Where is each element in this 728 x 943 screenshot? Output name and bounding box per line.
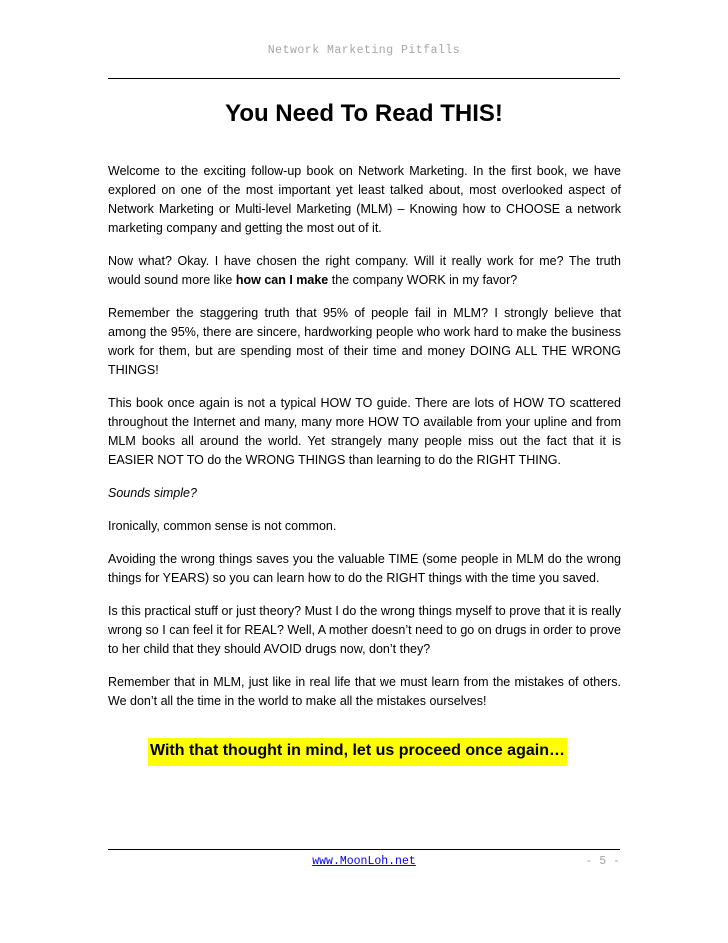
paragraph-now-what xyxy=(108,252,621,290)
paragraph-now-what-bold: how can I make xyxy=(235,273,329,287)
page-title: You Need To Read THIS! xyxy=(225,100,503,127)
paragraph-now-what-text: Now what? Okay. I have chosen the right company. Will it really work for me? The truth would sound more like xyxy=(108,254,621,287)
paragraph-intro: Welcome to the exciting follow-up book on Network Marketing. In the first book, we have explored on one of the most important yet least talked about, most overlooked aspect of Network Marketing or Multi-level Marketing (MLM) – Knowing how to CHOOSE a network marketing company and getting the most out of it. xyxy=(108,164,621,235)
paragraph-not-how-to: This book once again is not a typical HOW TO guide. There are lots of HOW TO scattered throughout the Internet and many, many more HOW TO available from your upline and from MLM books all around the world. Yet strangely many people miss out the fact that it is EASIER NOT TO do the WRONG THINGS than learning to do the RIGHT THING. xyxy=(108,396,621,467)
paragraph-practical: Is this practical stuff or just theory? Must I do the wrong things myself to prove that it is really wrong so I can feel it for REAL? Well, A mother doesn’t need to go on drugs in order to prove to her child that they should AVOID drugs now, don’t they? xyxy=(108,604,621,656)
running-header: Network Marketing Pitfalls xyxy=(267,44,461,57)
paragraph-sounds-simple xyxy=(108,484,621,503)
paragraph-now-what-end: the company WORK in my favor? xyxy=(328,273,518,287)
footer-rule xyxy=(108,849,620,850)
paragraph-remember-mlm: Remember that in MLM, just like in real life that we must learn from the mistakes of others. We don’t all the time in the world to make all the mistakes ourselves! xyxy=(108,675,621,708)
closing-line xyxy=(108,738,620,766)
paragraph-avoiding: Avoiding the wrong things saves you the valuable TIME (some people in MLM do the wrong things for YEARS) so you can learn how to do the RIGHT things with the time you saved. xyxy=(108,552,621,585)
page-number: - 5 - xyxy=(585,855,620,868)
closing-highlight: With that thought in mind, let us proceed once again… xyxy=(148,738,567,766)
footer-website-link[interactable]: www.MoonLoh.net xyxy=(312,855,416,868)
body-text xyxy=(108,162,621,725)
paragraph-sounds-simple-text: Sounds simple? xyxy=(108,486,197,500)
header-rule xyxy=(108,78,620,79)
paragraph-ironically: Ironically, common sense is not common. xyxy=(108,519,337,533)
paragraph-staggering-truth: Remember the staggering truth that 95% of people fail in MLM? I strongly believe that among the 95%, there are sincere, hardworking people who work hard to make the business work for them, but are spending most of their time and money DOING ALL THE WRONG THINGS! xyxy=(108,306,621,377)
